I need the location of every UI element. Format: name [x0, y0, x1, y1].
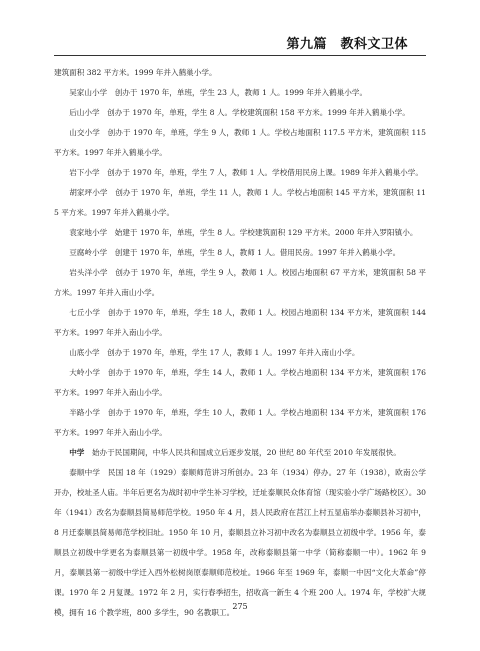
paragraph-text: 泰顺中学 民国 18 年（1929）泰顺师范讲习所创办。23 年（1934）停办。27 年（1938），欧南公学开办，校址圣人庙。半年后更名为战时初中学生补习学校，迁址泰顺民众体育馆（现实验小学广场路校区）。30 年（1941）改名为泰顺县简易师范学校。1950 年 4 月，县人民政府在莒江上村五显庙举办泰顺县补习初中，8 月迁泰顺县简易师范学校旧址。1950 年 10 月，泰顺县立补习初中改名为泰顺县立初级中学。1956 年，泰顺县立初级中学更名为泰顺县第一初级中学。1958 年，改称泰顺县第一中学（简称泰顺一中）。1962 年 9 月，泰顺县第一初级中学迁入西外松树岗原泰顺师范校址。1966 年至 1969 年，泰顺一中因“文化大革命”停课。1970 年 2 月复课。1972 年 2 月，实行春季招生，招收高一新生 4 个班 200 人。1974 年，学校扩大规模，拥有 16 个教学班，800 多学生，90 名教职工。: [54, 468, 426, 617]
paragraph-text: 七丘小学 创办于 1970 年，单班，学生 18 人，教师 1 人。校园占地面积 134 平方米，建筑面积 144 平方米。1997 年并入南山小学。: [54, 308, 426, 337]
paragraph: [54, 103, 426, 123]
paragraph: [54, 163, 426, 183]
paragraph-text: 建筑面积 382 平方米。1999 年并入鹤巢小学。: [54, 68, 217, 77]
paragraph-text: 岩头洋小学 创办于 1970 年，单班，学生 9 人，教师 1 人。校园占地面积 67 平方米，建筑面积 58 平方米。1997 年并入南山小学。: [54, 268, 426, 297]
paragraph: [54, 343, 426, 363]
paragraph: [54, 183, 426, 223]
paragraph: [54, 363, 426, 403]
page-header: [0, 0, 480, 56]
paragraph: [54, 123, 426, 163]
body-text: [54, 63, 426, 623]
paragraph: [54, 63, 426, 83]
paragraph-text: 袁家地小学 始建于 1970 年，单班，学生 8 人。学校建筑面积 129 平方米。2000 年并入罗阳镇小。: [69, 228, 418, 237]
paragraph: [54, 243, 426, 263]
paragraph: [54, 223, 426, 243]
paragraph-text: 山底小学 创办于 1970 年，单班，学生 17 人，教师 1 人。1997 年并入南山小学。: [69, 348, 360, 357]
page-number: 275: [232, 602, 248, 611]
paragraph: [54, 463, 426, 623]
section-title: 第九篇 教科文卫体: [286, 37, 408, 52]
paragraph-text: 豆腐岭小学 创建于 1970 年，单班，学生 8 人，教师 1 人。借用民房。1997 年并入鹤巢小学。: [69, 248, 401, 257]
paragraph-text: 后山小学 创办于 1970 年，单班，学生 8 人。学校建筑面积 158 平方米。1999 年并入鹤巢小学。: [69, 108, 410, 117]
paragraph-text: 山交小学 创办于 1970 年，单班，学生 9 人，教师 1 人。学校占地面积 117.5 平方米，建筑面积 115 平方米。1997 年并入鹤巢小学。: [54, 128, 426, 157]
paragraph-text: 岩下小学 创办于 1970 年，单班，学生 7 人，教师 1 人。学校借用民房上课。1989 年并入鹤巢小学。: [69, 168, 423, 177]
header-rule: [54, 55, 426, 56]
paragraph: [54, 83, 426, 103]
paragraph: [54, 263, 426, 303]
paragraph-text: 大岭小学 创办于 1970 年，单班，学生 14 人，教师 1 人。学校占地面积 134 平方米，建筑面积 176 平方米。1997 年并入南山小学。: [54, 368, 426, 397]
paragraph-text: 半路小学 创办于 1970 年，单班，学生 10 人，教师 1 人。学校占地面积 134 平方米，建筑面积 176 平方米。1997 年并入南山小学。: [54, 408, 426, 437]
paragraph: [54, 303, 426, 343]
section-heading: 中学: [69, 448, 85, 457]
paragraph-text: 始办于民国期间，中华人民共和国成立后逐步发展，20 世纪 80 年代至 2010 年发展很快。: [84, 448, 401, 457]
paragraph-text: 胡家坪小学 创办于 1970 年，单班，学生 11 人，教师 1 人。学校占地面积 145 平方米，建筑面积 115 平方米。1997 年并入鹤巢小学。: [54, 188, 426, 217]
paragraph: [54, 403, 426, 443]
section-intro-paragraph: [54, 443, 426, 463]
paragraph-text: 吴家山小学 创办于 1970 年，单班，学生 23 人，教师 1 人。1999 年并入鹤巢小学。: [69, 88, 368, 97]
